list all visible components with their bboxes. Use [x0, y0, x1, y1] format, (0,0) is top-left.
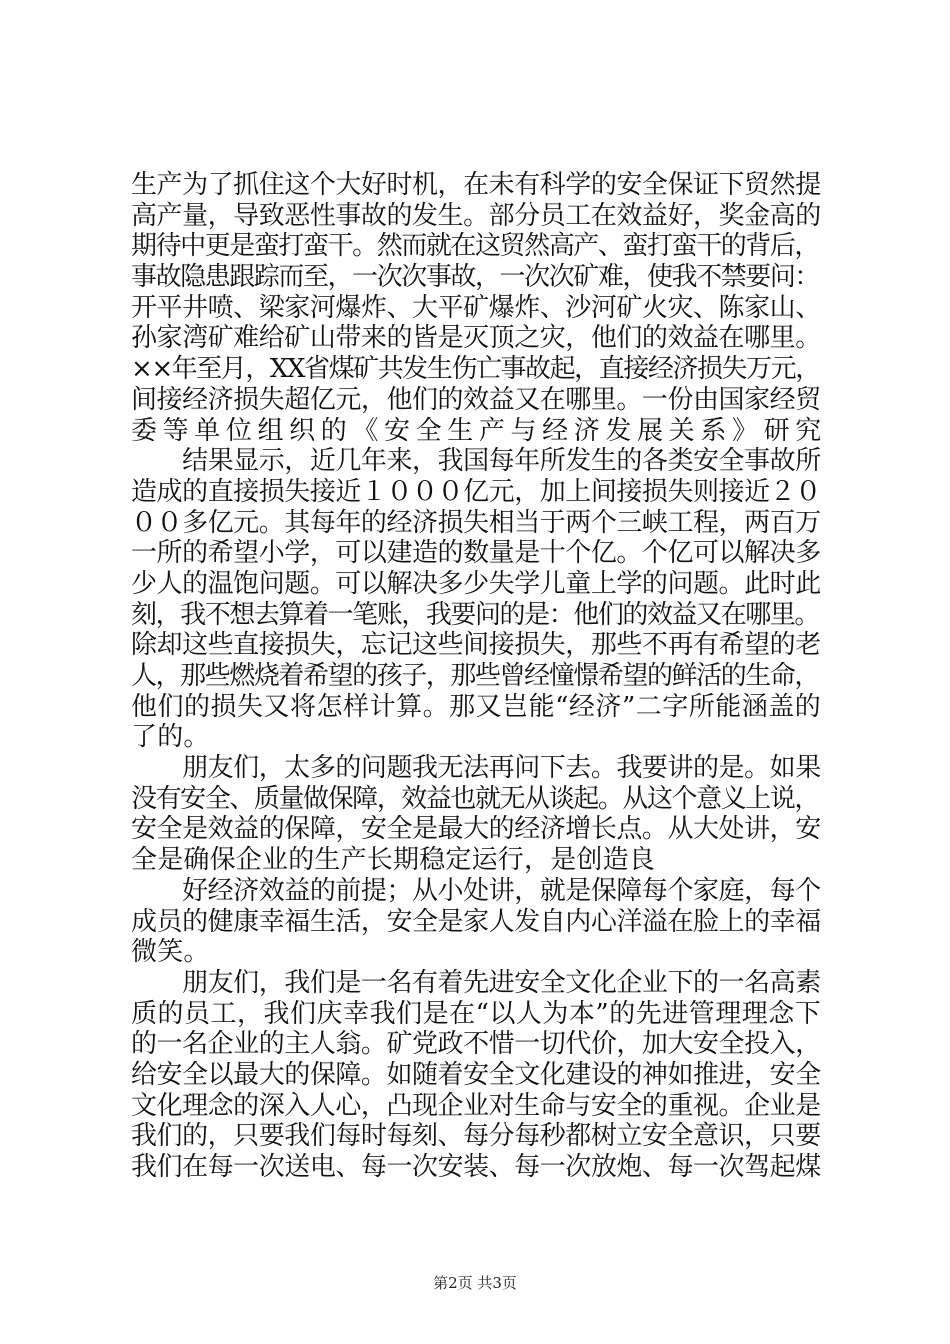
text-line: 高产量，导致恶性事故的发生。部分员工在效益好，奖金高的 [131, 200, 821, 231]
text-line: 给安全以最大的保障。如随着安全文化建设的神如推进，安全 [131, 1059, 821, 1090]
text-line: 除却这些直接损失，忘记这些间接损失，那些不再有希望的老 [131, 630, 821, 661]
text-line: 委等单位组织的《安全生产与经济发展关系》研究 [131, 415, 827, 446]
text-line: 微笑。 [131, 937, 210, 968]
text-line: 期待中更是蛮打蛮干。然而就在这贸然高产、蛮打蛮干的背后， [131, 231, 819, 262]
text-line: 事故隐患跟踪而至，一次次事故，一次次矿难，使我不禁要问： [131, 262, 819, 293]
document-body [131, 170, 827, 1183]
text-line: 我们的，只要我们每时每刻、每分每秒都树立安全意识，只要 [131, 1121, 821, 1152]
text-line: 结果显示，近几年来，我国每年所发生的各类安全事故所 [131, 446, 821, 477]
text-line: 他们的损失又将怎样计算。那又岂能“经济”二字所能涵盖的 [131, 691, 822, 722]
text-line: 孙家湾矿难给矿山带来的皆是灭顶之灾，他们的效益在哪里。 [131, 323, 821, 354]
text-line: 的一名企业的主人翁。矿党政不惜一切代价，加大安全投入， [131, 1029, 821, 1060]
text-line: 少人的温饱问题。可以解决多少失学儿童上学的问题。此时此 [131, 568, 821, 599]
text-line: 朋友们，我们是一名有着先进安全文化企业下的一名高素 [131, 967, 821, 998]
text-line: 质的员工，我们庆幸我们是在“以人为本”的先进管理理念下 [131, 998, 822, 1029]
text-line: 安全是效益的保障，安全是最大的经济增长点。从大处讲，安 [131, 814, 821, 845]
text-line: ××年至月，XX省煤矿共发生伤亡事故起，直接经济损失万元， [131, 354, 820, 385]
text-line: 成员的健康幸福生活，安全是家人发自内心洋溢在脸上的幸福 [131, 906, 821, 937]
text-line: 我们在每一次送电、每一次安装、每一次放炮、每一次驾起煤 [131, 1152, 821, 1182]
text-line: 刻，我不想去算着一笔账，我要问的是：他们的效益又在哪里。 [131, 599, 819, 630]
text-line: 人，那些燃烧着希望的孩子，那些曾经憧憬希望的鲜活的生命， [131, 661, 819, 691]
text-line: 没有安全、质量做保障，效益也就无从谈起。从这个意义上说， [131, 783, 819, 814]
text-line: 生产为了抓住这个大好时机，在未有科学的安全保证下贸然提 [131, 170, 821, 200]
text-line: 了的。 [131, 722, 210, 753]
text-line: ００多亿元。其每年的经济损失相当于两个三峡工程，两百万 [131, 507, 821, 538]
text-line: 好经济效益的前提；从小处讲，就是保障每个家庭，每个 [131, 875, 821, 906]
text-line: 造成的直接损失接近１０００亿元，加上间接损失则接近２０ [131, 476, 821, 507]
text-line: 全是确保企业的生产长期稳定运行，是创造良 [131, 845, 656, 876]
text-line: 间接经济损失超亿元，他们的效益又在哪里。一份由国家经贸 [131, 384, 821, 415]
page-footer: 第2页 共3页 [433, 1274, 517, 1292]
text-line: 开平井喷、梁家河爆炸、大平矿爆炸、沙河矿火灾、陈家山、 [131, 292, 821, 323]
text-line: 朋友们，太多的问题我无法再问下去。我要讲的是。如果 [131, 753, 821, 784]
text-line: 文化理念的深入人心，凸现企业对生命与安全的重视。企业是 [131, 1090, 821, 1121]
text-line: 一所的希望小学，可以建造的数量是十个亿。个亿可以解决多 [131, 538, 821, 569]
